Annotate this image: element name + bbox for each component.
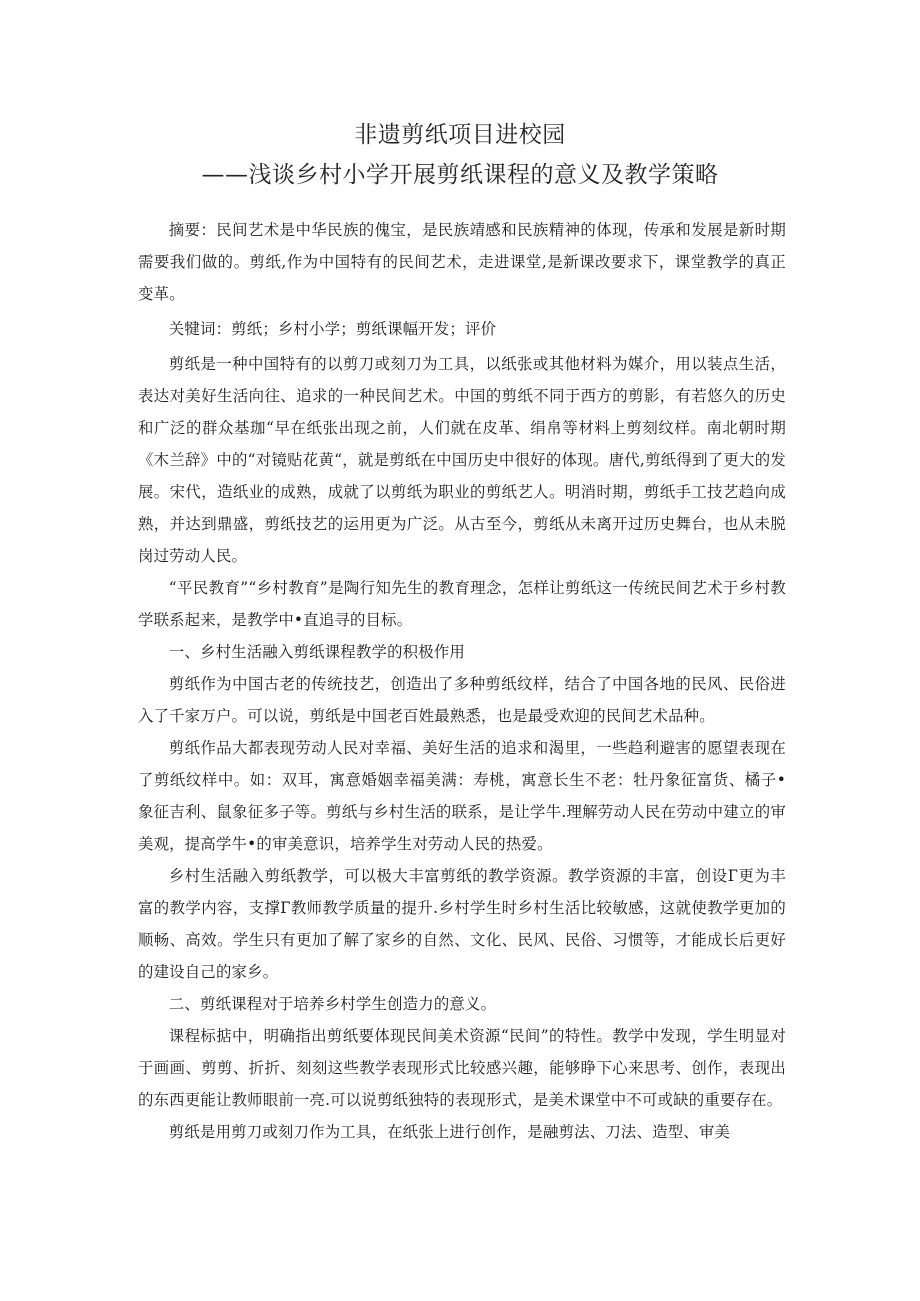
body-paragraph: 课程标掂中，明确指出剪纸要体现民间美术资源“民间”的特性。教学中发现，学生明显对于画画、剪剪、折折、刻刻这些教学表现形式比较感兴趣，能够睁下心来思考、创作，表现出的东西更能让教师眼前一亮.可以说剪纸独特的表现形式，是美术课堂中不可或缺的重要存在。 xyxy=(138,1027,786,1109)
body-paragraph: 剪纸作品大都表现劳动人民对幸福、美好生活的追求和渴里，一些趋利避害的愿望表现在了剪纸纹样中。如：双耳，寓意婚姻幸福美满：寿桃，寓意长生不老：牡丹象征富货、橘子•象征吉利、鼠象征多子等。剪纸与乡村生活的联系，是让学牛.理解劳动人民在劳动中建立的审美观，提高学牛•的审美意识，培养学生对劳动人民的热爱。 xyxy=(138,739,786,853)
section-heading: 二、剪纸课程对于培养乡村学生创造力的意义。 xyxy=(168,995,497,1013)
body-paragraph: 剪纸是一种中国特有的以剪刀或刻刀为工具，以纸张或其他材料为媒介，用以装点生活，表达对美好生活向往、追求的一种民间艺术。中国的剪纸不同于西方的剪影，有若悠久的历史和广泛的群众基珈“早在纸张出现之前，人们就在皮革、绢帛等材料上剪刻纹样。南北朝时期《木兰辞》中的“对镜贴花黄“，就是剪纸在中国历史中很好的体现。唐代,剪纸得到了更大的发展。宋代，造纸业的成熟，成就了以剪纸为职业的剪纸艺人。明消时期，剪纸手工技艺趋向成熟，并达到鼎盛，剪纸技艺的运用更为广泛。从古至今，剪纸从未离开过历史舞台，也从未脱岗过劳动人民。 xyxy=(138,355,786,565)
page-title: 非遗剪纸项目进校园 xyxy=(354,122,566,148)
abstract-paragraph: 摘要：民间艺术是中华民族的傀宝，是民族靖感和民族精神的体现，传承和发展是新时期需要我们做的。剪纸,作为中国特有的民间艺术，走进课堂,是新课改要求下，课堂教学的真正变革。 xyxy=(138,221,786,303)
document-body xyxy=(138,214,786,1148)
body-paragraph: 剪纸作为中国古老的传统技艺，创造出了多种剪纸纹样，结合了中国各地的民风、民俗进入了千家万户。可以说，剪纸是中国老百姓最熟悉，也是最受欢迎的民间艺术品种。 xyxy=(138,675,786,725)
keywords-paragraph: 关犍词：剪纸；乡村小学；剪纸课幅开发；评价 xyxy=(168,320,497,338)
section-heading: 一、乡村生活融入剪纸课程教学的积极作用 xyxy=(168,643,466,661)
body-paragraph: “平民教育”“乡村教育”是陶行知先生的教育理念，怎样让剪纸这一传统民间艺术于乡村教学联系起来，是教学中•直追寻的目标。 xyxy=(138,579,786,629)
page-subtitle: ——浅谈乡村小学开展剪纸课程的意义及教学策略 xyxy=(201,162,719,188)
body-paragraph: 乡村生活融入剪纸教学，可以极大丰富剪纸的教学资源。教学资源的丰富，创设Г更为丰富的教学内容，支撑Г教师教学质量的提升.乡村学生时乡村生活比较敏感，这就使教学更加的顺畅、高效。学生只有更加了解了家乡的自然、文化、民风、民俗、习惯等，才能成长后更好的建设自己的家乡。 xyxy=(138,867,786,981)
body-paragraph: 剪纸是用剪刀或刻刀作为工具，在纸张上进行创作，是融剪法、刀法、造型、审美 xyxy=(168,1123,731,1141)
